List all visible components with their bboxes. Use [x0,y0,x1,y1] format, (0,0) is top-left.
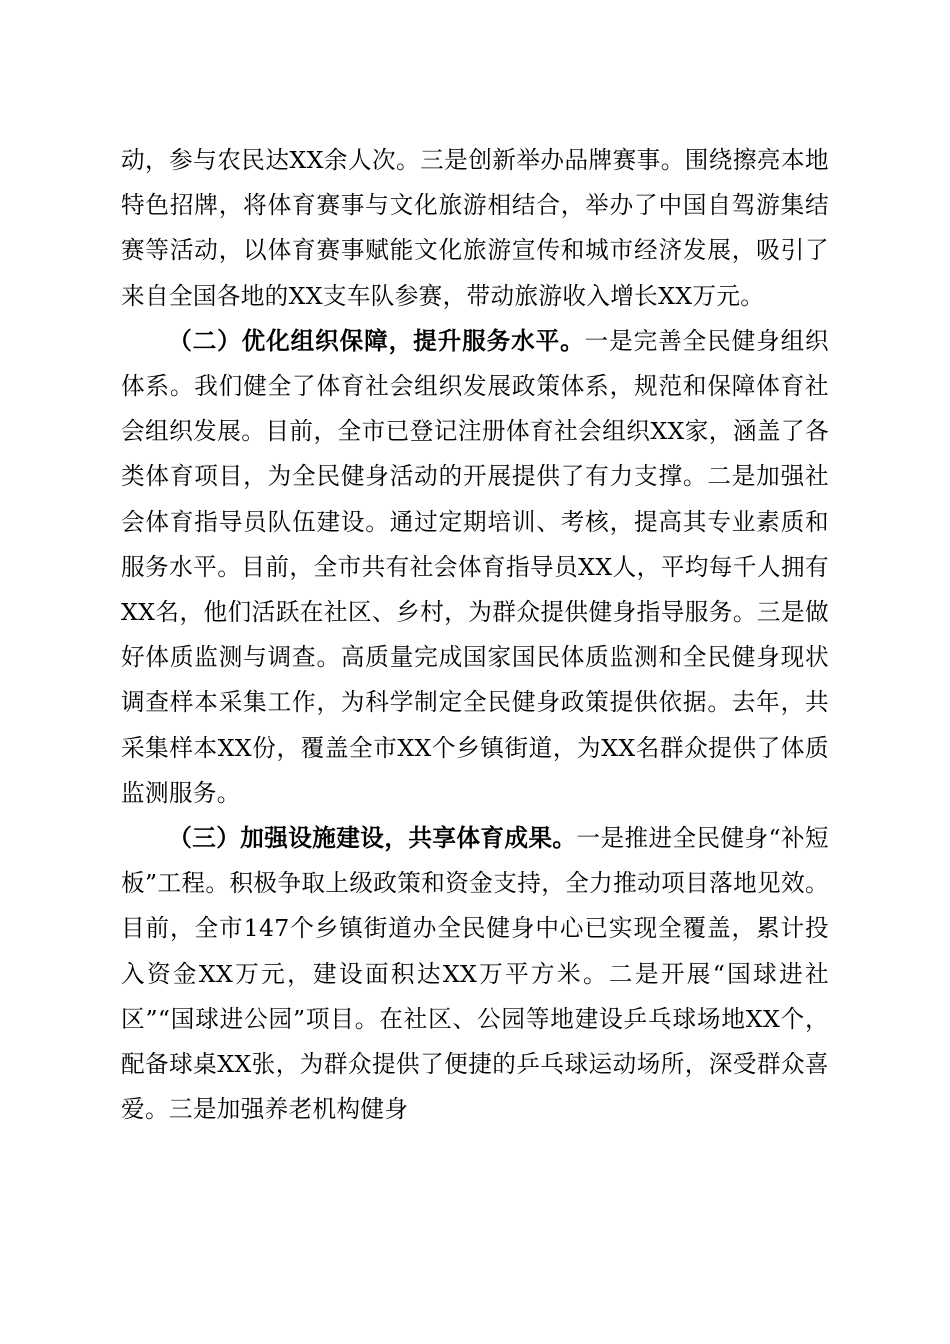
paragraph-section-3 [121,816,829,1132]
paragraph-text: 一是完善全民健身组织体系。我们健全了体育社会组织发展政策体系，规范和保障体育社会组织发展。目前，全市已登记注册体育社会组织XX家，涵盖了各类体育项目，为全民健身活动的开展提供了有力支撑。二是加强社会体育指导员队伍建设。通过定期培训、考核，提高其专业素质和服务水平。目前，全市共有社会体育指导员XX人，平均每千人拥有XX名，他们活跃在社区、乡村，为群众提供健身指导服务。三是做好体质监测与调查。高质量完成国家国民体质监测和全民健身现状调查样本采集工作，为科学制定全民健身政策提供依据。去年，共采集样本XX份，覆盖全市XX个乡镇街道，为XX名群众提供了体质监测服务。 [121,326,830,807]
section-heading-2: （二）优化组织保障，提升服务水平。 [168,326,585,355]
section-heading-3: （三）加强设施建设，共享体育成果。 [168,824,577,853]
paragraph-text: 动，参与农民达XX余人次。三是创新举办品牌赛事。围绕擦亮本地特色招牌，将体育赛事与文化旅游相结合，举办了中国自驾游集结赛等活动，以体育赛事赋能文化旅游宣传和城市经济发展，吸引了来自全国各地的XX支车队参赛，带动旅游收入增长XX万元。 [121,146,829,310]
paragraph-section-2 [121,319,829,816]
paragraph-text: 一是推进全民健身“补短板”工程。积极争取上级政策和资金支持，全力推动项目落地见效。目前，全市147个乡镇街道办全民健身中心已实现全覆盖，累计投入资金XX万元，建设面积达XX万平方米。二是开展“国球进社区”“国球进公园”项目。在社区、公园等地建设乒乓球场地XX个，配备球桌XX张，为群众提供了便捷的乒乓球运动场所，深受群众喜爱。三是加强养老机构健身 [121,824,829,1124]
document-body [121,138,829,1132]
paragraph-continued [121,138,829,319]
